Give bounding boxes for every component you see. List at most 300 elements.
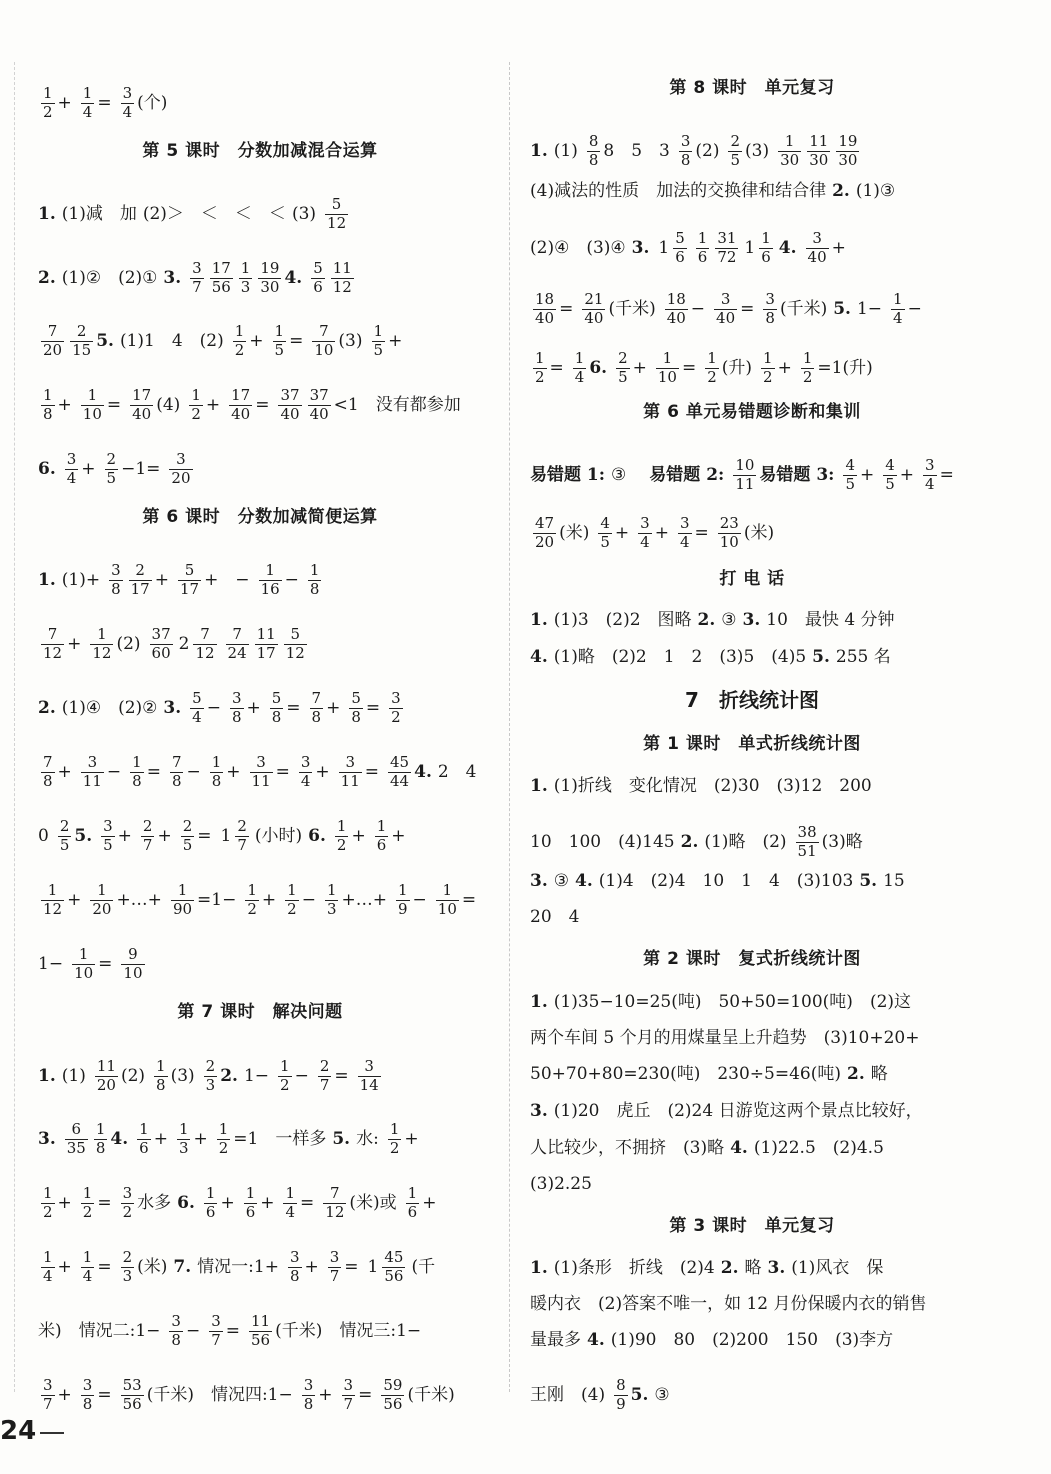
fraction-numerator: 1	[211, 753, 222, 771]
fraction	[181, 819, 195, 854]
fraction-numerator: 1	[82, 84, 93, 102]
fraction	[533, 516, 556, 551]
fraction-denominator: 5	[274, 340, 285, 359]
question-number: 7.	[173, 1256, 192, 1277]
fraction-numerator: 3	[765, 290, 775, 308]
question-number: 1.	[530, 610, 548, 630]
fraction	[41, 324, 64, 359]
section-heading	[530, 571, 980, 588]
question-number: 4.	[110, 1128, 129, 1149]
heading-text: 第 7 课时 解决问题	[177, 1002, 343, 1022]
fraction	[673, 231, 687, 266]
fraction-numerator: 1	[802, 349, 813, 367]
answer-text: +	[57, 1384, 72, 1405]
fraction	[358, 1059, 381, 1094]
answer-text: ③	[654, 1384, 670, 1405]
fraction-denominator: 56	[122, 1394, 142, 1413]
fraction	[323, 1186, 346, 1221]
fraction-numerator: 7	[232, 625, 242, 643]
fraction-numerator: 5	[331, 195, 342, 213]
answer-text: +	[154, 569, 169, 590]
fraction	[169, 1314, 183, 1349]
answer-text: 水多	[137, 1192, 172, 1213]
section-heading	[530, 951, 980, 968]
fraction-numerator: 7	[171, 753, 182, 771]
answer-text: +	[205, 394, 221, 415]
fraction	[210, 755, 224, 790]
question-number: 5.	[630, 1384, 649, 1405]
fraction-numerator: 3	[329, 1248, 340, 1266]
fraction	[778, 134, 801, 169]
fraction	[81, 1186, 95, 1221]
fraction	[285, 883, 299, 918]
fraction	[41, 627, 64, 662]
fraction	[328, 1250, 342, 1285]
fraction-numerator: 8	[588, 132, 599, 150]
answer-text: (1)略 (2)	[704, 831, 787, 852]
section-heading	[38, 143, 488, 160]
fraction-denominator: 40	[807, 247, 827, 266]
fraction-denominator: 2	[122, 1202, 133, 1221]
answer-text: <1 没有都参加	[333, 394, 461, 415]
fraction	[714, 292, 737, 327]
fraction	[249, 1314, 272, 1349]
answer-text: =	[225, 1320, 241, 1341]
fraction-numerator: 1	[191, 386, 201, 404]
fraction	[95, 1059, 118, 1094]
fraction-numerator: 21	[584, 290, 604, 308]
fraction	[121, 1186, 135, 1221]
fraction-denominator: 5	[59, 835, 70, 854]
fraction-denominator: 3	[205, 1075, 216, 1094]
fraction-denominator: 8	[43, 771, 53, 790]
answer-line	[38, 1250, 488, 1285]
fraction-denominator: 3	[122, 1266, 133, 1285]
fraction-numerator: 3	[345, 753, 355, 771]
answer-text: (升)	[721, 357, 753, 378]
question-number: 3.	[767, 1258, 786, 1278]
column-divider	[509, 62, 510, 1392]
fraction-denominator: 9	[616, 1394, 626, 1413]
fraction-denominator: 20	[171, 468, 191, 487]
fraction-numerator: 2	[59, 817, 70, 835]
fraction	[239, 261, 253, 296]
answer-text: (4)减法的性质 加法的交换律和结合律	[530, 181, 827, 201]
question-number: 易错题 1:	[530, 464, 606, 485]
fraction	[302, 1378, 316, 1413]
fraction-numerator: 45	[384, 1248, 404, 1266]
fraction-numerator: 7	[47, 625, 58, 643]
fraction-numerator: 1	[78, 945, 89, 963]
fraction-denominator: 40	[535, 308, 555, 327]
fraction-denominator: 40	[231, 404, 251, 423]
fraction-denominator: 8	[588, 150, 599, 169]
fraction-denominator: 4	[192, 707, 202, 726]
question-number: 2.	[38, 267, 56, 288]
fraction-denominator: 4	[925, 474, 935, 493]
fraction-denominator: 10	[314, 340, 334, 359]
fraction-denominator: 8	[765, 308, 775, 327]
question-number: 4.	[575, 871, 593, 891]
mixed-whole: 1	[658, 237, 670, 258]
question-number: 3.	[38, 1128, 56, 1149]
question-number: 1.	[530, 776, 548, 796]
answer-text: +	[422, 1192, 437, 1213]
answer-text: +	[899, 464, 915, 485]
answer-text: (1)+	[61, 569, 101, 590]
fraction-denominator: 8	[111, 579, 121, 598]
fraction-denominator: 7	[343, 1394, 354, 1413]
fraction	[65, 1122, 88, 1157]
section-heading	[530, 690, 980, 710]
fraction	[41, 388, 55, 423]
fraction	[533, 351, 547, 386]
answer-text: +	[654, 522, 669, 543]
fraction-numerator: 2	[142, 817, 153, 835]
fraction-numerator: 1	[139, 1120, 149, 1138]
page-number-rule	[40, 1432, 64, 1434]
fraction-numerator: 11	[332, 259, 352, 277]
fraction-denominator: 4	[574, 367, 585, 386]
fraction	[801, 351, 815, 386]
answer-text: (1)风衣 保	[791, 1258, 884, 1278]
fraction	[614, 1378, 628, 1413]
fraction-numerator: 5	[271, 689, 282, 707]
fraction-denominator: 44	[390, 771, 410, 790]
answer-text: =	[939, 464, 954, 485]
fraction	[283, 1186, 297, 1221]
fraction-numerator: 3	[122, 1184, 133, 1202]
fraction-denominator: 4	[285, 1202, 296, 1221]
fraction	[318, 1059, 332, 1094]
fraction-numerator: 3	[231, 689, 242, 707]
answer-text: (1)22.5 (2)4.5	[753, 1138, 884, 1158]
fraction-numerator: 1	[205, 1184, 216, 1202]
fraction-denominator: 24	[227, 643, 247, 662]
heading-text: 第 3 课时 单元复习	[669, 1216, 835, 1236]
answer-line	[38, 1378, 488, 1413]
fraction	[244, 1186, 258, 1221]
fraction-denominator: 17	[256, 643, 276, 662]
fraction	[226, 627, 249, 662]
fraction	[101, 819, 115, 854]
fraction-denominator: 11	[251, 771, 271, 790]
answer-line	[38, 563, 488, 598]
answer-line	[530, 612, 980, 629]
answer-line	[38, 452, 488, 487]
answer-line	[38, 86, 488, 121]
fraction	[284, 627, 307, 662]
fraction-numerator: 1	[707, 349, 717, 367]
fraction	[375, 819, 389, 854]
fraction-numerator: 7	[200, 625, 210, 643]
fraction	[806, 231, 829, 266]
fraction	[696, 231, 710, 266]
fraction-numerator: 11	[251, 1312, 271, 1330]
answer-line	[530, 1378, 980, 1413]
answer-text: 量最多	[530, 1330, 581, 1350]
fraction-denominator: 12	[327, 213, 347, 232]
fraction-numerator: 1	[763, 349, 773, 367]
fraction-denominator: 40	[666, 308, 686, 327]
fraction-denominator: 12	[92, 643, 112, 662]
answer-text: (3)2.25	[530, 1174, 592, 1194]
question-number: 易错题 3:	[759, 464, 835, 485]
section-heading	[530, 1218, 980, 1235]
answer-text: (1)略 (2)2 1 2 (3)5 (4)5	[553, 647, 807, 667]
fraction	[72, 947, 95, 982]
answer-text: (3)	[291, 203, 317, 224]
answer-text: =	[106, 394, 122, 415]
fraction	[270, 691, 284, 726]
mixed-number	[368, 1250, 409, 1285]
answer-text: 2 4	[437, 761, 477, 782]
answer-text: +	[388, 330, 403, 351]
fraction-numerator: 3	[679, 514, 690, 532]
answer-text: −	[301, 889, 316, 910]
fraction	[217, 1122, 231, 1157]
answer-text: +	[351, 825, 366, 846]
answer-line	[38, 324, 488, 359]
mixed-number	[744, 231, 775, 266]
fraction-denominator: 30	[260, 277, 280, 296]
fraction-denominator: 2	[707, 367, 717, 386]
answer-text: +	[57, 761, 72, 782]
page-number: 24	[0, 1416, 37, 1446]
fraction-denominator: 2	[234, 340, 245, 359]
mixed-number	[221, 819, 252, 854]
question-number: 5.	[96, 330, 114, 351]
answer-text: (1)35−10=25(吨) 50+50=100(吨) (2)这	[553, 992, 912, 1012]
answer-line	[38, 1186, 488, 1221]
question-number: 2.	[220, 1065, 238, 1086]
fraction-denominator: 56	[383, 1394, 403, 1413]
fraction-denominator: 5	[600, 532, 610, 551]
fraction-denominator: 8	[171, 1330, 181, 1349]
fraction-numerator: 17	[132, 386, 152, 404]
fraction-numerator: 3	[925, 456, 935, 474]
answer-line	[38, 883, 488, 918]
fraction	[70, 324, 93, 359]
fraction-numerator: 1	[265, 561, 275, 579]
fraction-denominator: 12	[195, 643, 215, 662]
fraction	[288, 1250, 302, 1285]
question-number: 1.	[530, 140, 548, 161]
mixed-whole: 2	[178, 633, 190, 654]
fraction	[312, 324, 335, 359]
fraction-numerator: 3	[66, 450, 77, 468]
fraction-denominator: 6	[675, 247, 685, 266]
fraction	[94, 1122, 108, 1157]
answer-text: +	[318, 1384, 333, 1405]
fraction-numerator: 1	[326, 881, 337, 899]
fraction-numerator: 1	[177, 881, 188, 899]
question-number: 2.	[680, 831, 699, 852]
answer-text: (2)	[120, 1065, 146, 1086]
question-number: 4.	[778, 237, 797, 258]
answer-text: =	[461, 889, 477, 910]
answer-text: (1)1 4 (2)	[119, 330, 224, 351]
fraction-denominator: 40	[280, 404, 300, 423]
heading-text: 第 5 课时 分数加减混合运算	[142, 141, 378, 161]
fraction-numerator: 2	[182, 817, 193, 835]
answer-text: +	[859, 464, 875, 485]
fraction-denominator: 30	[780, 150, 800, 169]
fraction	[325, 883, 339, 918]
fraction-numerator: 3	[289, 1248, 300, 1266]
fraction	[170, 755, 184, 790]
fraction-denominator: 2	[280, 1075, 290, 1094]
fraction-numerator: 4	[600, 514, 610, 532]
fraction-numerator: 1	[280, 1057, 290, 1075]
answer-text: 王刚 (4)	[530, 1384, 606, 1405]
answer-text: =	[334, 1065, 349, 1086]
answer-text: 情况一:1+	[197, 1256, 279, 1277]
fraction	[638, 516, 652, 551]
fraction	[299, 755, 313, 790]
fraction-denominator: 30	[838, 150, 858, 169]
fraction-numerator: 1	[156, 1057, 166, 1075]
fraction	[388, 755, 411, 790]
fraction	[331, 261, 354, 296]
fraction	[190, 261, 204, 296]
answer-text: +	[81, 458, 96, 479]
fraction-numerator: 5	[184, 561, 195, 579]
answer-text: (千米) 情况三:1−	[275, 1320, 422, 1341]
answer-text: (3)	[170, 1065, 195, 1086]
answer-text: ③	[611, 464, 644, 485]
fraction-denominator: 2	[247, 899, 257, 918]
answer-text: +	[777, 357, 792, 378]
fraction-denominator: 2	[802, 367, 813, 386]
fraction-numerator: 11	[809, 132, 829, 150]
fraction-numerator: 1	[662, 349, 673, 367]
fraction-numerator: 37	[151, 625, 171, 643]
answer-text: (千米)	[407, 1384, 455, 1405]
question-number: 5.	[332, 1128, 351, 1149]
fraction	[761, 351, 775, 386]
question-number: 2.	[720, 1258, 739, 1278]
answer-text: +	[57, 1192, 72, 1213]
fraction	[193, 627, 216, 662]
answer-line	[38, 1314, 488, 1349]
answer-text: =	[98, 953, 113, 974]
answer-text: (小时)	[254, 825, 303, 846]
fraction-denominator: 7	[329, 1266, 340, 1285]
fraction-denominator: 8	[309, 579, 320, 598]
answer-text: +	[153, 1128, 168, 1149]
section-heading	[38, 1004, 488, 1021]
answer-text: (1)4 (2)4 10 1 4 (3)103	[598, 871, 854, 891]
fraction-denominator: 12	[285, 643, 305, 662]
fraction	[308, 563, 322, 598]
fraction	[325, 197, 348, 232]
fraction-numerator: 2	[135, 561, 145, 579]
answer-line	[530, 1296, 980, 1313]
fraction-numerator: 2	[618, 349, 628, 367]
fraction-denominator: 5	[845, 474, 855, 493]
fraction	[81, 755, 104, 790]
answer-text: (千米) 情况四:1−	[146, 1384, 293, 1405]
answer-text: =1−	[197, 889, 237, 910]
fraction-numerator: 45	[390, 753, 410, 771]
answer-line	[38, 627, 488, 662]
fraction	[150, 627, 173, 662]
fraction	[278, 1059, 292, 1094]
question-number: 2.	[697, 610, 716, 630]
fraction-denominator: 8	[156, 1075, 166, 1094]
fraction-numerator: 1	[218, 1120, 229, 1138]
fraction-denominator: 2	[191, 404, 201, 423]
fraction	[81, 86, 95, 121]
fraction-numerator: 3	[303, 1376, 314, 1394]
fraction-denominator: 20	[43, 340, 63, 359]
fraction-numerator: 1	[574, 349, 585, 367]
heading-text: 打 电 话	[719, 569, 785, 589]
fraction-numerator: 1	[247, 881, 257, 899]
fraction-denominator: 5	[182, 835, 193, 854]
question-number: 5.	[74, 825, 93, 846]
fraction	[109, 563, 123, 598]
answer-text: (3)	[745, 140, 770, 161]
fraction-numerator: 4	[885, 456, 895, 474]
fraction	[235, 819, 249, 854]
answer-text: =1 一样多	[233, 1128, 327, 1149]
answer-text: 10 100 (4)145	[530, 831, 675, 852]
fraction	[171, 883, 194, 918]
fraction-denominator: 8	[171, 771, 182, 790]
answer-text: +	[831, 237, 846, 258]
fraction	[616, 351, 630, 386]
answer-text: +	[326, 697, 341, 718]
fraction-denominator: 10	[719, 532, 739, 551]
answer-text: 两个车间 5 个月的用煤量呈上升趋势 (3)10+20+	[530, 1028, 920, 1048]
answer-text: +	[117, 825, 132, 846]
fraction-denominator: 7	[211, 1330, 221, 1349]
answer-text: =1(升)	[817, 357, 873, 378]
answer-text: 50+70+80=230(吨) 230÷5=46(吨)	[530, 1064, 841, 1084]
fraction-numerator: 1	[442, 881, 453, 899]
fraction	[883, 458, 897, 493]
answer-text: +	[57, 92, 72, 113]
fraction	[204, 1059, 218, 1094]
fraction-numerator: 1	[287, 881, 297, 899]
fraction	[121, 1378, 144, 1413]
answer-text: =	[97, 1256, 112, 1277]
fraction-denominator: 14	[359, 1075, 379, 1094]
answer-line	[530, 1030, 980, 1047]
fraction	[759, 231, 773, 266]
answer-text: (千米)	[608, 298, 656, 319]
fraction-numerator: 5	[290, 625, 301, 643]
fraction-denominator: 51	[797, 841, 817, 860]
answer-text: −	[294, 1065, 309, 1086]
fraction	[41, 1378, 55, 1413]
question-number: 3.	[530, 871, 548, 891]
fraction-numerator: 5	[192, 689, 202, 707]
fraction-denominator: 8	[43, 404, 53, 423]
answer-text: +	[632, 357, 647, 378]
fraction-denominator: 40	[309, 404, 329, 423]
answer-text: +	[157, 825, 172, 846]
answer-line	[38, 947, 488, 982]
fraction	[582, 292, 605, 327]
fraction-denominator: 4	[300, 771, 311, 790]
answer-line	[530, 778, 980, 795]
fraction	[807, 134, 830, 169]
fraction-numerator: 3	[122, 84, 133, 102]
fraction-denominator: 10	[82, 404, 102, 423]
